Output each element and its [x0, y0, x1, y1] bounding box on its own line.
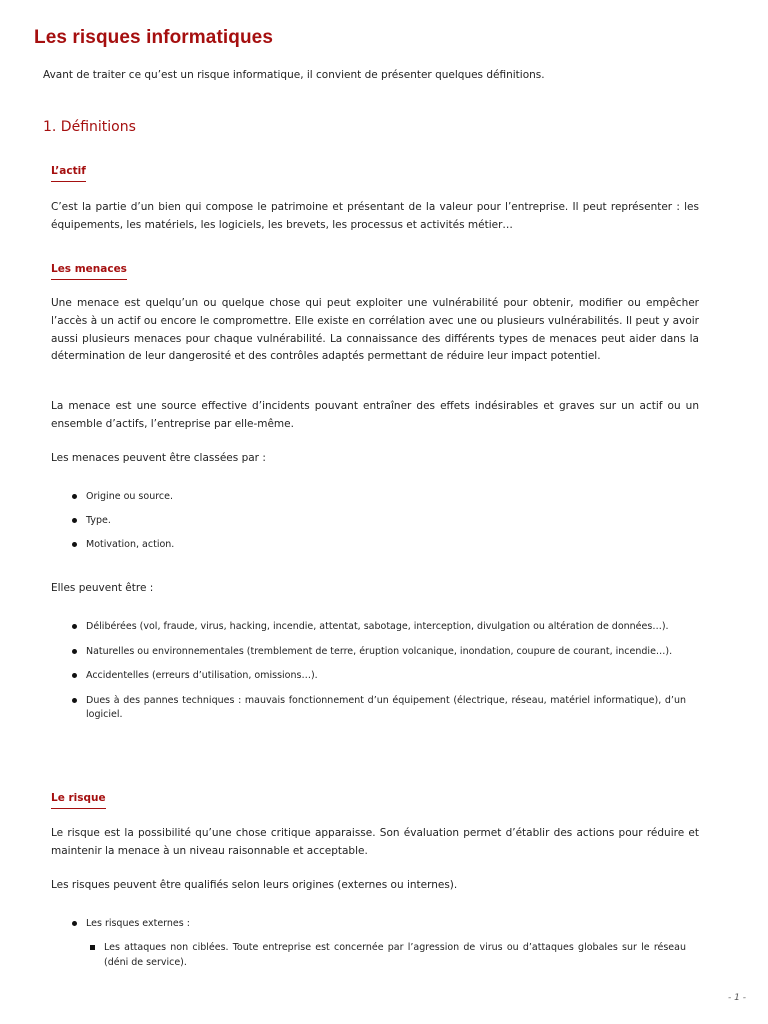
menaces-paragraph-2: La menace est une source effective d’incidents pouvant entraîner des effets indésirables et graves sur un actif ou un ensemble d’actifs, l’entreprise par elle-même. — [51, 400, 699, 430]
bullet-icon — [72, 542, 77, 547]
bullet-icon — [72, 673, 77, 678]
document-title: Les risques informatiques — [34, 27, 274, 48]
menaces-kinds-list — [72, 620, 686, 723]
list-item: Motivation, action. — [72, 538, 686, 553]
section-title: 1. Définitions — [43, 119, 136, 135]
bullet-icon — [72, 698, 77, 703]
bullet-icon — [72, 518, 77, 523]
subheading-actif: L’actif — [51, 164, 86, 182]
list-item: Accidentelles (erreurs d’utilisation, omissions…). — [72, 669, 686, 684]
bullet-icon — [72, 494, 77, 499]
list-item: Naturelles ou environnementales (tremblement de terre, éruption volcanique, inondation, coupure de courant, incendie…). — [72, 645, 686, 660]
risques-sublist — [90, 941, 686, 970]
list-item: Origine ou source. — [72, 490, 686, 505]
menaces-paragraph-3: Les menaces peuvent être classées par : — [51, 452, 266, 464]
list-item: Type. — [72, 514, 686, 529]
square-bullet-icon — [90, 945, 95, 950]
list-item: Les attaques non ciblées. Toute entreprise est concernée par l’agression de virus ou d’attaques globales sur le réseau (déni de service). — [90, 941, 686, 970]
bullet-icon — [72, 624, 77, 629]
subheading-risque: Le risque — [51, 791, 106, 809]
actif-paragraph: C’est la partie d’un bien qui compose le patrimoine et présentant de la valeur pour l’entreprise. Il peut représenter : les équipements, les matériels, les logiciels, les brevets, les processus et activités métier… — [51, 201, 699, 231]
bullet-icon — [72, 649, 77, 654]
menaces-paragraph-1: Une menace est quelqu’un ou quelque chose qui peut exploiter une vulnérabilité pour obtenir, modifier ou empêcher l’accès à un actif ou encore le compromettre. Elle existe en corrélation avec une ou plusieurs vulnérabilités. Il peut y avoir aussi plusieurs menaces pour chaque vulnérabilité. La connaissance des différents types de menaces peut aider dans la détermination de leur dangerosité et des contrôles adaptés permettant de réduire leur impact potentiel. — [51, 297, 699, 363]
intro-paragraph: Avant de traiter ce qu’est un risque informatique, il convient de présenter quelques définitions. — [43, 69, 545, 81]
risque-paragraph-1: Le risque est la possibilité qu’une chose critique apparaisse. Son évaluation permet d’établir des actions pour réduire et maintenir la menace à un niveau raisonnable et acceptable. — [51, 827, 699, 857]
list-item: Les risques externes : — [72, 917, 686, 932]
page-number: - 1 - — [728, 993, 746, 1003]
risques-list — [72, 917, 686, 932]
subheading-menaces: Les menaces — [51, 262, 127, 280]
bullet-icon — [72, 921, 77, 926]
list-item: Dues à des pannes techniques : mauvais fonctionnement d’un équipement (électrique, réseau, matériel informatique), d’un logiciel. — [72, 694, 686, 723]
menaces-paragraph-4: Elles peuvent être : — [51, 582, 154, 594]
risque-paragraph-2: Les risques peuvent être qualifiés selon leurs origines (externes ou internes). — [51, 879, 458, 891]
list-item: Délibérées (vol, fraude, virus, hacking, incendie, attentat, sabotage, interception, divulgation ou altération de données…). — [72, 620, 686, 635]
menaces-classes-list — [72, 490, 686, 553]
